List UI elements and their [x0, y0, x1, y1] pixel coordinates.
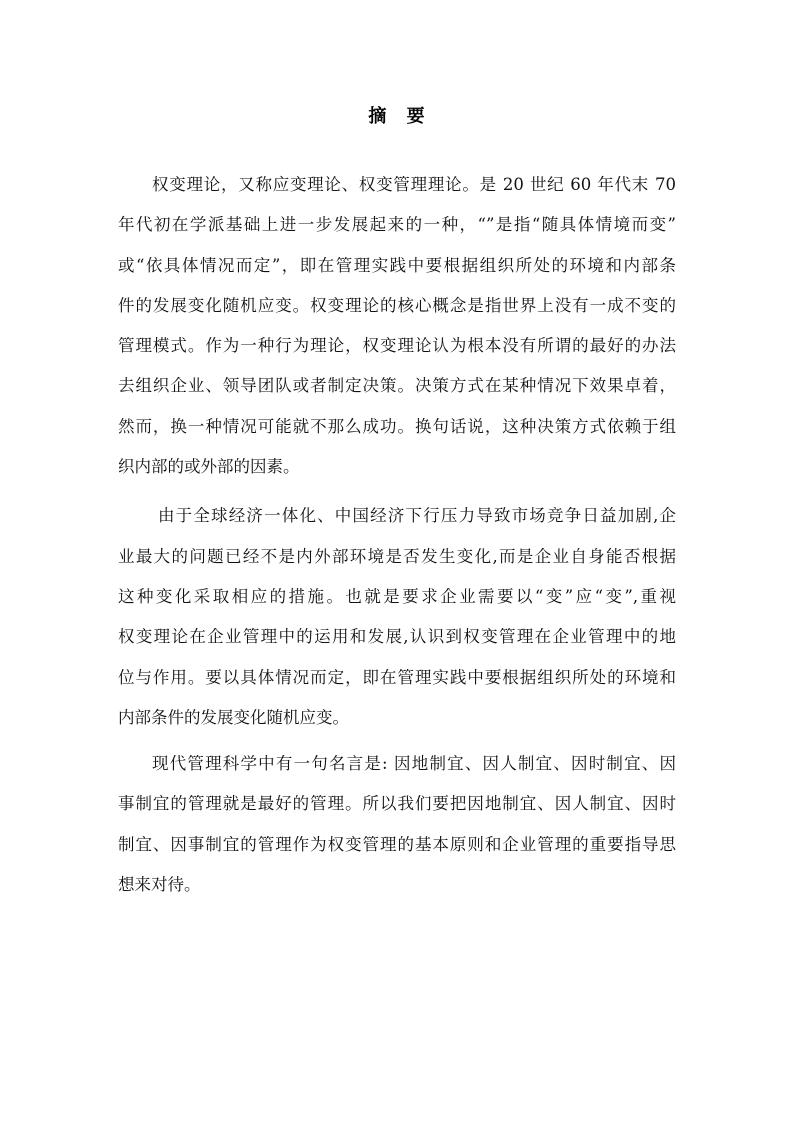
paragraph-line: 管理模式。作为一种行为理论，权变理论认为根本没有所谓的最好的办法 [118, 336, 676, 356]
paragraph-1 [118, 165, 676, 487]
paragraph-line: 这种变化采取相应的措施。也就是要求企业需要以“变”应“变”,重视 [118, 586, 676, 606]
abstract-title: 摘 要 [368, 106, 425, 127]
paragraph-line: 由于全球经济一体化、中国经济下行压力导致市场竞争日益加剧,企 [158, 506, 676, 526]
paragraph-line: 织内部的或外部的因素。 [118, 457, 300, 477]
paragraph-line: 件的发展变化随机应变。权变理论的核心概念是指世界上没有一成不变的 [118, 295, 676, 315]
paragraph-line: 权变理论在企业管理中的运用和发展,认识到权变管理在企业管理中的地 [118, 627, 676, 647]
paragraph-line: 事制宜的管理就是最好的管理。所以我们要把因地制宜、因人制宜、因时 [118, 794, 676, 814]
abstract-body [118, 165, 676, 905]
paragraph-line: 权变理论，又称应变理论、权变管理理论。是 20 世纪 60 年代末 70 [152, 175, 676, 194]
paragraph-line: 位与作用。要以具体情况而定，即在管理实践中要根据组织所处的环境和 [118, 667, 676, 687]
paragraph-2 [118, 496, 676, 738]
paragraph-line: 内部条件的发展变化随机应变。 [118, 707, 349, 727]
paragraph-line: 然而，换一种情况可能就不那么成功。换句话说，这种决策方式依赖于组 [118, 416, 676, 436]
paragraph-line: 制宜、因事制宜的管理作为权变管理的基本原则和企业管理的重要指导思 [118, 834, 676, 854]
paragraph-3 [118, 744, 676, 905]
paragraph-line: 业最大的问题已经不是内外部环境是否发生变化,而是企业自身能否根据 [118, 546, 676, 566]
paragraph-line: 想来对待。 [118, 875, 201, 895]
paragraph-line: 年代初在学派基础上进一步发展起来的一种，“”是指“随具体情境而变” [118, 215, 676, 235]
paragraph-line: 或“依具体情况而定”，即在管理实践中要根据组织所处的环境和内部条 [118, 255, 676, 275]
paragraph-line: 现代管理科学中有一句名言是: 因地制宜、因人制宜、因时制宜、因 [152, 754, 676, 774]
paragraph-line: 去组织企业、领导团队或者制定决策。决策方式在某种情况下效果卓着， [118, 376, 676, 396]
